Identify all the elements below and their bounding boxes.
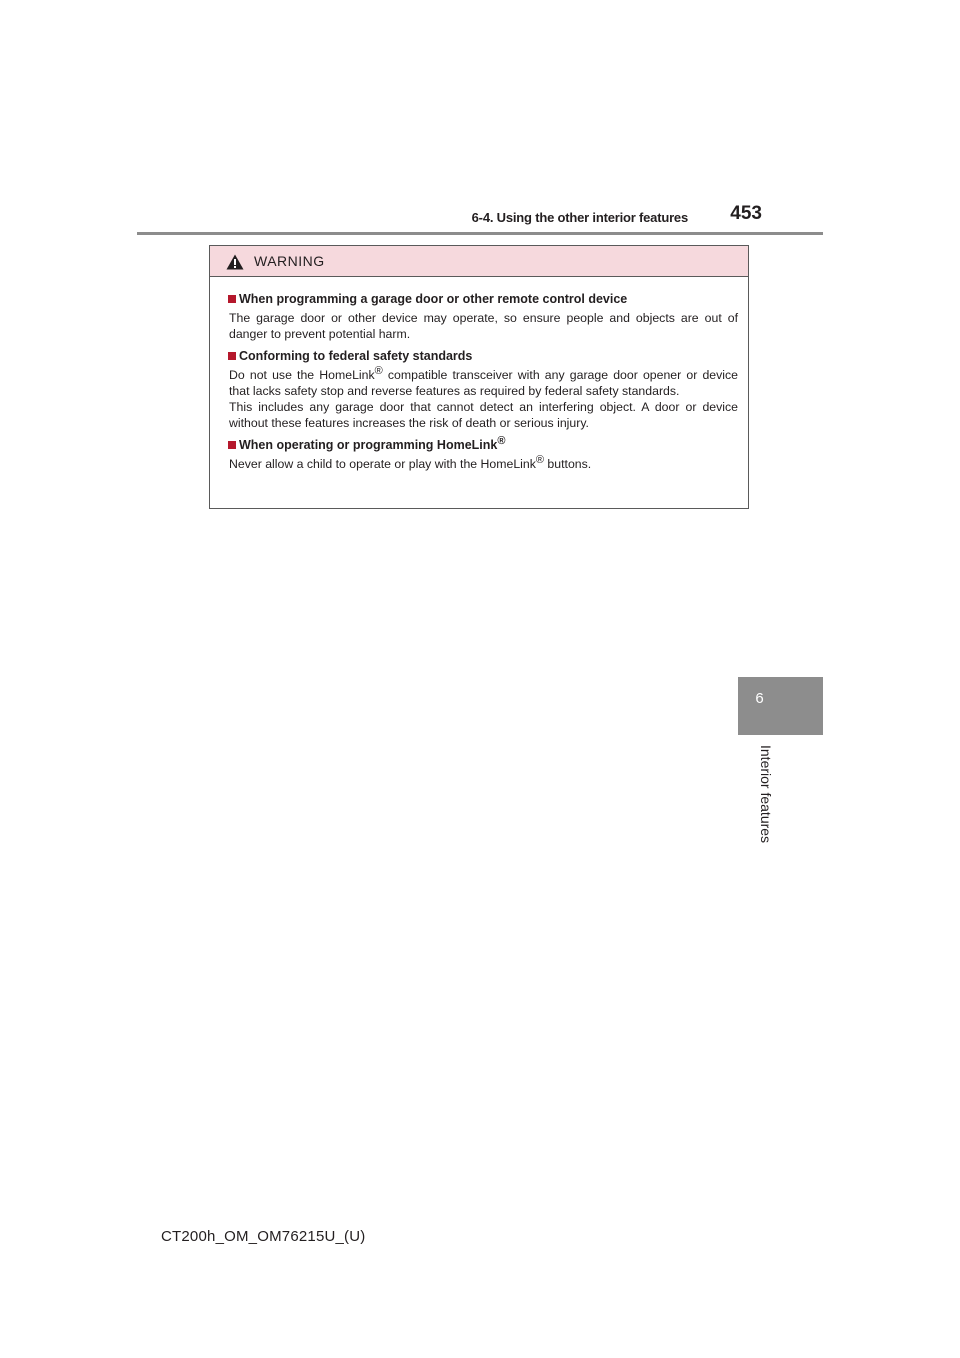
chapter-title: Interior features: [758, 745, 774, 844]
bullet-square-icon: [228, 352, 236, 360]
warning-item: [228, 437, 738, 472]
header-divider: [137, 232, 823, 235]
warning-item-text: Do not use the HomeLink® compatible transceiver with any garage door opener or device that lacks safety stop and reverse features as required by federal safety standards.: [229, 365, 738, 398]
page-number: 453: [730, 203, 762, 224]
bullet-square-icon: [228, 295, 236, 303]
warning-item-heading: When operating or programming HomeLink®: [228, 437, 738, 453]
section-title: 6-4. Using the other interior features: [471, 210, 688, 225]
warning-triangle-icon: [226, 254, 244, 270]
warning-item-text: This includes any garage door that cannot detect an interfering object. A door or device without these features increases the risk of death or serious injury.: [229, 400, 738, 430]
warning-item-text: The garage door or other device may operate, so ensure people and objects are out of danger to prevent potential harm.: [229, 311, 738, 341]
warning-box: [209, 245, 749, 509]
warning-header: [210, 246, 748, 277]
chapter-number: 6: [755, 690, 764, 707]
chapter-side-label: [752, 745, 792, 865]
warning-item-heading: When programming a garage door or other remote control device: [228, 291, 738, 307]
chapter-tab: [738, 677, 823, 735]
bullet-square-icon: [228, 441, 236, 449]
warning-item: [228, 291, 738, 342]
warning-item-text: Never allow a child to operate or play with the HomeLink® buttons.: [229, 454, 592, 471]
warning-item-heading: Conforming to federal safety standards: [228, 348, 738, 364]
warning-body: [210, 277, 748, 472]
document-code: CT200h_OM_OM76215U_(U): [161, 1228, 366, 1245]
warning-label: WARNING: [254, 253, 325, 269]
warning-item: [228, 348, 738, 431]
